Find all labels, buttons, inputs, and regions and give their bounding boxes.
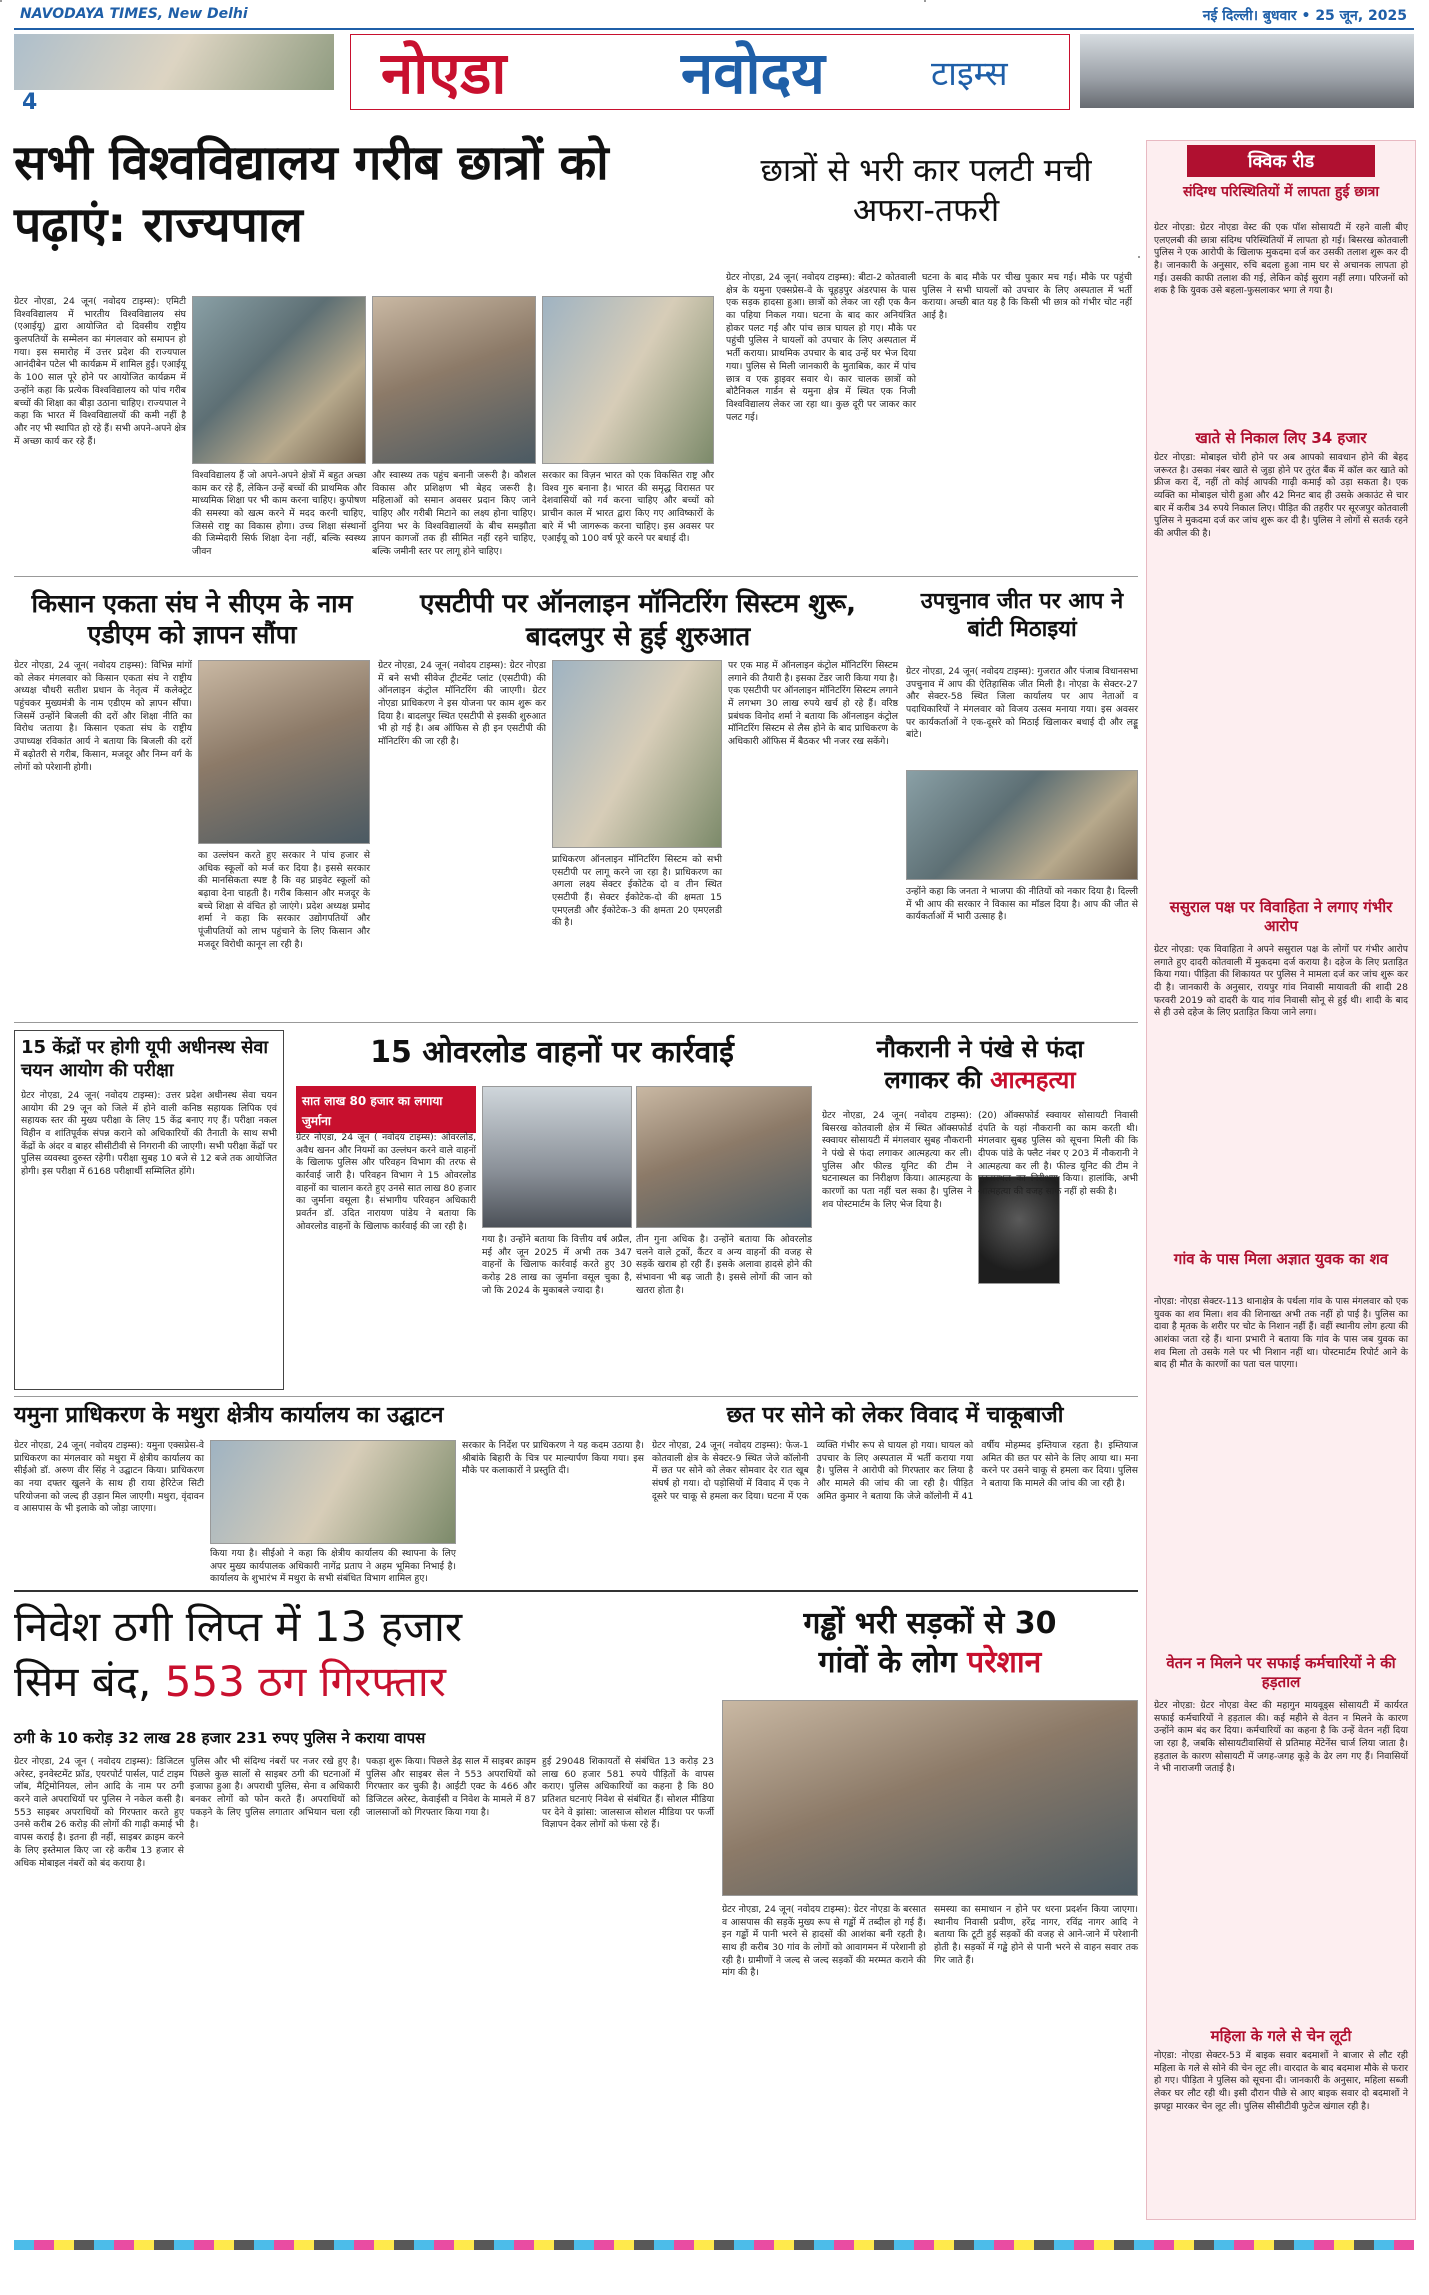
scam-headline-line1: निवेश ठगी लिप्त में 13 हजार bbox=[14, 1602, 463, 1651]
overload-headline: 15 ओवरलोड वाहनों पर कार्रवाई bbox=[370, 1035, 734, 1070]
overload-photo-2 bbox=[636, 1086, 812, 1228]
side-item-6-title: महिला के गले से चेन लूटी bbox=[1210, 2027, 1352, 2045]
car-scene-photo bbox=[0, 0, 2, 2]
yamuna-headline: यमुना प्राधिकरण के मथुरा क्षेत्रीय कार्यालय का उद्घाटन bbox=[14, 1403, 444, 1428]
bypoll-body-col2: उन्होंने कहा कि जनता ने भाजपा की नीतियों को नकार दिया है। दिल्ली में भी आप की सरकार ने विकास का मॉडल दिया है। आप की जीत से कार्यकर्ताओं में भारी उत्साह है। bbox=[906, 886, 1138, 923]
overload-fine-badge bbox=[296, 1086, 476, 1133]
upsssc-body: ग्रेटर नोएडा, 24 जून( नवोदय टाइम्स): उत्तर प्रदेश अधीनस्थ सेवा चयन आयोग की 29 जून को जिले में होने वाली कनिष्ठ सहायक लिपिक एवं सहायक स्तर की मुख्य परीक्षा के लिए 15 केंद्र बनाए गए हैं। परीक्षा नकल विहीन व शांतिपूर्वक संपन्न कराने को अधिकारियों की तैनाती के साथ सभी केंद्रों के अंदर व बाहर सीसीटीवी से निगरानी की जाएगी। सभी परीक्षा केंद्रों पर पुलिस व्यवस्था दुरुस्त रहेगी। परीक्षा सुबह 10 बजे से 12 बजे तक आयोजित होगी। इस परीक्षा में 6168 परीक्षार्थी सम्मिलित होंगे। bbox=[21, 1090, 277, 1178]
side-item-3-body: ग्रेटर नोएडा: एक विवाहिता ने अपने ससुराल पक्ष के लोगों पर गंभीर आरोप लगाते हुए दादरी कोतवाली में मुकदमा दर्ज कराया है। दहेज के लिए प्रताड़ित किया गया। पीड़िता की शिकायत पर पुलिस ने मामला दर्ज कर जांच शुरू कर दी है। जानकारी के अनुसार, रायपुर गांव निवासी मायावती की शादी 28 फरवरी 2019 को दादरी के याद गांव निवासी सोनू से हुई थी। शादी के बाद से ही उसे दहेज के लिए प्रताड़ित किया जाने लगा। bbox=[1154, 944, 1408, 1019]
row4-rule bbox=[14, 1396, 1138, 1397]
masthead-title-box bbox=[350, 34, 1070, 110]
row5-rule bbox=[14, 1590, 1138, 1592]
maid-body-col1: ग्रेटर नोएडा, 24 जून( नवोदय टाइम्स): बिसरख कोतवाली क्षेत्र में स्थित ऑक्सफोर्ड स्क्वायर सोसायटी में मंगलवार सुबह नौकरानी ने पंखे से फंदा लगाकर आत्महत्या कर ली। पुलिस और फील्ड यूनिट की टीम ने घटनास्थल का निरीक्षण किया। आत्महत्या के कारणों का पता नहीं चल सका है। पुलिस ने शव पोस्टमार्टम के लिए भेज दिया है। bbox=[822, 1110, 972, 1210]
side-item-5-title: वेतन न मिलने पर सफाई कर्मचारियों ने की हड़ताल bbox=[1166, 1654, 1396, 1691]
lead-photo-1 bbox=[192, 296, 366, 464]
scam-subhead: ठगी के 10 करोड़ 32 लाख 28 हजार 231 रुपए पुलिस ने कराया वापस bbox=[14, 1729, 426, 1747]
upsssc-box bbox=[14, 1030, 284, 1390]
row2-rule bbox=[14, 576, 1138, 577]
maid-body-col2: (20) ऑक्सफोर्ड स्क्वायर सोसायटी निवासी दंपति के यहां नौकरानी का काम करती थी। मंगलवार सुबह पुलिस को सूचना मिली की कि दीपक पांडे के फ्लैट नंबर ए 203 में नौकरानी ने आत्महत्या कर ली है। फील्ड यूनिट की टीम ने घटनास्थल का निरीक्षण किया। हालांकि, अभी आत्महत्या की वजह साफ नहीं हो सकी है। bbox=[978, 1110, 1138, 1198]
car-body-col2: घटना के बाद मौके पर चीख पुकार मच गई। मौके पर पहुंची पुलिस ने सभी घायलों को उपचार के लिए अस्पताल में भर्ती कराया। अच्छी बात यह है कि किसी भी छात्र को गंभीर चोट नहीं आई है। bbox=[922, 272, 1132, 322]
side-item-4-body: नोएडा: नोएडा सेक्टर-113 थानाक्षेत्र के पर्थला गांव के पास मंगलवार को एक युवक का शव मिला। शव की शिनाख्त अभी तक नहीं हो पाई है। पुलिस का दावा है मृतक के शरीर पर चोट के निशान नहीं हैं। वहीं स्थानीय लोग हत्या की आशंका जता रहे हैं। थाना प्रभारी ने बताया कि गांव के पास जब युवक का शव मिला तो उसके गले पर भी निशान नहीं था। पोस्टमार्टम रिपोर्ट आने के बाद ही मौत के कारणों का पता चल पाएगा। bbox=[1154, 1296, 1408, 1371]
scam-body-col3: पकड़ा शुरू किया। पिछले डेढ़ साल में साइबर क्राइम पुलिस और साइबर सेल ने 553 अपराधियों को गिरफ्तार कर चुकी है। आईटी एक्ट के 466 और डिजिटल अरेस्ट, केवाईसी व निवेश के मामले में 87 जालसाजों को गिरफ्तार किया गया है। bbox=[366, 1756, 536, 1818]
bypoll-headline: उपचुनाव जीत पर आप ने बांटी मिठाइयां bbox=[920, 589, 1124, 642]
title-navoday: नवोदय bbox=[681, 39, 825, 107]
scam-headline-line2a: सिम बंद, bbox=[14, 1656, 152, 1706]
roof-headline: छत पर सोने को लेकर विवाद में चाकूबाजी bbox=[726, 1403, 1064, 1428]
scam-headline bbox=[14, 1600, 714, 1709]
upsssc-headline: 15 केंद्रों पर होगी यूपी अधीनस्थ सेवा चयन आयोग की परीक्षा bbox=[21, 1037, 269, 1081]
potholes-headline bbox=[722, 1604, 1138, 1682]
yamuna-photo bbox=[210, 1440, 456, 1544]
side-item-1-title: संदिग्ध परिस्थितियों में लापता हुई छात्रा bbox=[1183, 184, 1379, 200]
bypoll-photo bbox=[906, 770, 1138, 880]
lead-photo-2 bbox=[372, 296, 536, 464]
potholes-headline-red: परेशान bbox=[967, 1645, 1042, 1680]
title-noida: नोएडा bbox=[381, 39, 507, 107]
lead-body-col2: विश्वविद्यालय हैं जो अपने-अपने क्षेत्रों में बहुत अच्छा काम कर रहे हैं, लेकिन उन्हें बच्चों की प्राथमिक और माध्यमिक शिक्षा पर भी काम करना चाहिए। कुपोषण की समस्या को खत्म करने में मदद करनी चाहिए, जिससे राष्ट्र का विकास होगा। उच्च शिक्षा संस्थानों की जिम्मेदारी सिर्फ शिक्षा देना नहीं, बल्कि स्वस्थ्य जीवन bbox=[192, 470, 366, 558]
yamuna-body-col3: सरकार के निर्देश पर प्राधिकरण ने यह कदम उठाया है। श्रीबांके बिहारी के चित्र पर माल्यार्पण किया गया। इस मौके पर कलाकारों ने प्रस्तुति दी। bbox=[462, 1440, 644, 1477]
maid-headline-red: आत्महत्या bbox=[990, 1066, 1076, 1095]
lead-body-col4: सरकार का विज़न भारत को एक विकसित राष्ट्र और विश्व गुरु बनाना है। भारत की समृद्ध विरासत पर देशवासियों को गर्व करना चाहिए और बच्चों को प्राचीन काल में भारत द्वारा किए गए आविष्कारों के बारे में भी जागरूक करना चाहिए। इस अवसर पर एआईयू को 100 वर्ष पूरे करने पर बधाई दी। bbox=[542, 470, 714, 545]
maid-headline-line1: नौकरानी ने पंखे से फंदा bbox=[876, 1035, 1084, 1063]
overload-body-col3: तीन गुना अधिक है। उन्होंने बताया कि ओवरलोड चलने वाले ट्रकों, कैंटर व अन्य वाहनों की वजह से सड़कें खराब हो रही हैं। इसके अलावा हादसे होने की संभावना भी बढ़ जाती है। इससे लोगों की जान को खतरा होता है। bbox=[636, 1234, 812, 1296]
fine-badge-text: सात लाख 80 हजार का लगाया जुर्माना bbox=[302, 1094, 443, 1128]
masthead bbox=[0, 0, 1429, 118]
overload-body-col1: ग्रेटर नोएडा, 24 जून ( नवोदय टाइम्स): ओवरलोड, अवैध खनन और नियमों का उल्लंघन करने वाले वाहनों के खिलाफ पुलिस और परिवहन विभाग की तरफ से कार्रवाई जारी है। परिवहन विभाग ने 15 ओवरलोड वाहनों का चालान करते हुए उनसे सात लाख 80 हजार का जुर्माना वसूला है। संभागीय परिवहन अधिकारी प्रवर्तन डॉ. उदित नारायण पांडेय ने बताया कि ओवरलोड वाहनों के खिलाफ कार्रवाई की जा रही है। bbox=[296, 1132, 476, 1232]
side-item-5-body: ग्रेटर नोएडा: ग्रेटर नोएडा वेस्ट की महागुन मायवूड्स सोसायटी में कार्यरत सफाई कर्मचारियों ने हड़ताल की। कई महीने से वेतन न मिलने के कारण उन्होंने काम बंद कर दिया। कर्मचारियों का कहना है कि उन्हें वेतन नहीं दिया जा रहा है, जबकि सोसायटीवासियों से प्रतिमाह मेंटेनेंस चार्ज लिया जाता है। हड़ताल के कारण सोसायटी में जगह-जगह कूड़े के ढेर लग गए हैं। निवासियों ने भी नाराजगी जताई है। bbox=[1154, 1700, 1408, 1775]
masthead-top-rule bbox=[14, 28, 1414, 30]
maid-headline bbox=[822, 1034, 1138, 1096]
maid-headline-line2: लगाकर की bbox=[884, 1066, 982, 1095]
bypoll-body-col1: ग्रेटर नोएडा, 24 जून( नवोदय टाइम्स): गुजरात और पंजाब विधानसभा उपचुनाव में आप की ऐतिहासिक जीत मिली है। नोएडा के सेक्टर-27 और सेक्टर-58 स्थित जिला कार्यालय पर आप नेताओं व पदाधिकारियों ने मंगलवार को विजय उत्सव मनाया गया। इस अवसर पर कार्यकर्ताओं ने एक-दूसरे को मिठाई खिलाकर बधाई दी और लड्डू बांटे। bbox=[906, 666, 1138, 741]
farmers-body-col2: का उल्लंघन करते हुए सरकार ने पांच हजार से अधिक स्कूलों को मर्ज कर दिया है। इससे सरकार की मानसिकता स्पष्ट है कि वह प्राइवेट स्कूलों को बढ़ावा देना चाहती है। गरीब किसान और मजदूर के बच्चे शिक्षा से वंचित हो जाएंगे। प्रदेश अध्यक्ष प्रमोद शर्मा ने कहा कि सरकार उद्योगपतियों और पूंजीपतियों को लाभ पहुंचाने के लिए किसान और मजदूर विरोधी कानून ला रही है। bbox=[198, 850, 370, 950]
potholes-body-col2: समस्या का समाधान न होने पर धरना प्रदर्शन किया जाएगा। स्थानीय निवासी प्रवीण, हरेंद्र नागर, रविंद्र नागर आदि ने बताया कि टूटी हुई सड़कों की वजह से आने-जाने में परेशानी होती है। सड़कों में गड्ढे होने से पानी भरने से वाहन सवार तक गिर जाते हैं। bbox=[934, 1904, 1138, 1966]
side-item-3-title: ससुराल पक्ष पर विवाहिता ने लगाए गंभीर आरोप bbox=[1169, 898, 1393, 935]
quick-read-header: क्विक रीड bbox=[1187, 145, 1375, 177]
scam-body-col1: ग्रेटर नोएडा, 24 जून ( नवोदय टाइम्स): डिजिटल अरेस्ट, इनवेस्टमेंट फ्रॉड, एयरपोर्ट पार्सल, पार्ट टाइम जॉब, मैट्रिमोनियल, लोन आदि के नाम पर ठगी करने वाले अपराधियों पर पुलिस ने नकेल कसी है। 553 साइबर अपराधियों को गिरफ्तार करते हुए उनसे करीब 26 करोड़ की लोगों की गाढ़ी कमाई भी वापस कराई है। इतना ही नहीं, साइबर क्राइम करने के लिए इस्तेमाल किए जा रहे करीब 13 हजार से अधिक मोबाइल नंबरों को बंद कराया है। bbox=[14, 1756, 184, 1869]
date-label: नई दिल्ली। बुधवार • 25 जून, 2025 bbox=[1202, 8, 1407, 24]
car-headline: छात्रों से भरी कार पलटी मची अफरा-तफरी bbox=[760, 151, 1092, 229]
side-item-1-body: ग्रेटर नोएडा: ग्रेटर नोएडा वेस्ट की एक पॉश सोसायटी में रहने वाली बीए एलएलबी की छात्रा संदिग्ध परिस्थितियों में लापता हो गई। बिसरख कोतवाली पुलिस ने एक आरोपी के खिलाफ मुकदमा दर्ज कर उसकी तलाश शुरू कर दी है। जानकारी के अनुसार, रुचि बदला हुआ नाम घर से अचानक लापता हो गई। उसकी काफी तलाश की गई, लेकिन कोई सुराग नहीं लगा। परिजनों को शक है कि युवक उसे बहला-फुसलाकर भगा ले गया है। bbox=[1154, 222, 1408, 297]
yamuna-body-col1: ग्रेटर नोएडा, 24 जून( नवोदय टाइम्स): यमुना एक्सप्रेस-वे प्राधिकरण का मंगलवार को मथुरा में क्षेत्रीय कार्यालय का सीईओ डॉ. अरुण वीर सिंह ने उद्घाटन किया। प्राधिकरण का नया दफ्तर खुलने के साथ ही राया हेरिटेज सिटी परियोजना को जल्द ही उड़ान मिल जाएगी। मथुरा, वृंदावन व आसपास के भी इलाके को जोड़ा जाएगा। bbox=[14, 1440, 204, 1515]
scam-headline-line2b: 553 ठग गिरफ्तार bbox=[164, 1656, 446, 1706]
potholes-headline-line1: गड्ढों भरी सड़कों से 30 bbox=[803, 1606, 1057, 1641]
monitoring-body-col1: ग्रेटर नोएडा, 24 जून( नवोदय टाइम्स): ग्रेटर नोएडा में बने सभी सीवेज ट्रीटमेंट प्लांट (एसटीपी) की ऑनलाइन कंट्रोल मॉनिटरिंग की जाएगी। ग्रेटर नोएडा प्राधिकरण ने इस योजना पर काम शुरू कर दिया है। बादलपुर स्थित एसटीपी से इसकी शुरुआत भी हो गई है। अब ऑफिस से ही इन एसटीपी की मॉनिटरिंग की जा रही है। bbox=[378, 660, 546, 748]
side-item-2-title: खाते से निकाल लिए 34 हजार bbox=[1195, 429, 1367, 447]
side-item-6-body: नोएडा: नोएडा सेक्टर-53 में बाइक सवार बदमाशों ने बाजार से लौट रही महिला के गले से सोने की चेन लूट ली। वारदात के बाद बदमाश मौके से फरार हो गए। पीड़िता ने पुलिस को सूचना दी। जानकारी के अनुसार, महिला सब्जी लेकर घर लौट रही थी। इसी दौरान पीछे से आए बाइक सवार दो बदमाशों ने झपट्टा मारकर चेन लूट ली। पुलिस सीसीटीवी फुटेज खंगाल रही है। bbox=[1154, 2050, 1408, 2112]
title-times: टाइम्स bbox=[931, 54, 1008, 94]
roof-body: ग्रेटर नोएडा, 24 जून( नवोदय टाइम्स): फेज-1 कोतवाली क्षेत्र के सेक्टर-9 स्थित जेजे कॉलोनी में छत पर सोने को लेकर सोमवार देर रात खूब संघर्ष हो गया। दो पड़ोसियों में विवाद में एक ने दूसरे पर चाकू से हमला कर दिया। घटना में एक व्यक्ति गंभीर रूप से घायल हो गया। घायल को उपचार के लिए अस्पताल में भर्ती कराया गया है। पुलिस ने आरोपी को गिरफ्तार कर लिया है और मामले की जांच की जा रही है। पीड़ित अमित कुमार ने बताया कि जेजे कॉलोनी में 41 वर्षीय मोहम्मद इम्तियाज रहता है। इम्तियाज अमित की छत पर सोने के लिए आया था। मना करने पर उसने चाकू से हमला कर दिया। पुलिस ने बताया कि मामले की जांच की जा रही है। bbox=[652, 1440, 1138, 1502]
edition-label: NAVODAYA TIMES, New Delhi bbox=[20, 6, 248, 22]
monitoring-body-col2: प्राधिकरण ऑनलाइन मॉनिटरिंग सिस्टम को सभी एसटीपी पर लागू करने जा रहा है। प्राधिकरण का अगला लक्ष्य सेक्टर ईकोटेक दो व तीन स्थित एसटीपी हैं। सेक्टर ईकोटेक-दो की क्षमता 15 एमएलडी और ईकोटेक-3 की क्षमता 20 एमएलडी की है। bbox=[552, 854, 722, 929]
color-registration-bar bbox=[14, 2240, 1414, 2250]
lead-body-col1: ग्रेटर नोएडा, 24 जून( नवोदय टाइम्स): एमिटी विश्वविद्यालय में भारतीय विश्वविद्यालय संघ (एआईयू) द्वारा आयोजित दो दिवसीय राष्ट्रीय कुलपतियों के सम्मेलन का मंगलवार को समापन हो गया। इस समारोह में उत्तर प्रदेश की राज्यपाल आनंदीबेन पटेल भी कार्यक्रम में शामिल हुईं। एआईयू के 100 साल पूरे होने पर आयोजित कार्यक्रम में उन्होंने कहा कि प्रत्येक विश्वविद्यालय को पांच गरीब बच्चों की शिक्षा का बीड़ा उठाना चाहिए। राज्यपाल ने कहा कि भारत में विश्वविद्यालयों की कमी नहीं है और नए भी स्थापित हो रहे हैं। सभी अपने-अपने क्षेत्र में अच्छा कार्य कर रहे हैं। bbox=[14, 296, 186, 447]
potholes-headline-line2: गांवों के लोग bbox=[818, 1645, 957, 1680]
scam-body-col2: पुलिस और भी संदिग्ध नंबरों पर नजर रखे हुए है। पिछले कुछ सालों से साइबर ठगी की घटनाओं में इजाफा हुआ है। अपराधी पुलिस, सेना व अधिकारी बनकर लोगों को फोन करते हैं। अपराधियों को पकड़ने के लिए पुलिस लगातार अभियान चला रही है। bbox=[190, 1756, 360, 1831]
car-body-col1: ग्रेटर नोएडा, 24 जून( नवोदय टाइम्स): बीटा-2 कोतवाली क्षेत्र के यमुना एक्सप्रेस-वे के चूहड़पुर अंडरपास के पास एक सड़क हादसा हुआ। छात्रों को लेकर जा रही एक कैन का पहिया निकल गया। घटना के बाद कार अनियंत्रित होकर पलट गई और पांच छात्र घायल हो गए। मौके पर पहुंची पुलिस ने घायलों को उपचार के लिए अस्पताल में भर्ती कराया। प्राथमिक उपचार के बाद उन्हें घर भेज दिया गया। पुलिस से मिली जानकारी के मुताबिक, कार में पांच छात्र व एक ड्राइवर सवार थे। कार चालक छात्रों को बोटैनिकल गार्डन से यमुना क्षेत्र में स्थित एक निजी विश्वविद्यालय लेकर जा रहा था। कुछ दूरी पर जाकर कार पलट गई। bbox=[726, 272, 916, 423]
masthead-skyline-right bbox=[1080, 34, 1414, 108]
farmers-headline: किसान एकता संघ ने सीएम के नाम एडीएम को ज्ञापन सौंपा bbox=[31, 589, 353, 650]
overload-photo-1 bbox=[482, 1086, 632, 1228]
side-item-4-title: गांव के पास मिला अज्ञात युवक का शव bbox=[1173, 1250, 1389, 1268]
side-item-2-body: ग्रेटर नोएडा: मोबाइल चोरी होने पर अब आपको सावधान होने की बेहद जरूरत है। उसका नंबर खाते से जुड़ा होने पर तुरंत बैंक में कॉल कर खाते को फ्रीज करा दें, नहीं तो कोई आपकी गाढ़ी कमाई को उड़ा सकता है। एक व्यक्ति का मोबाइल चोरी हुआ और 42 मिनट बाद ही उसके अकाउंट से चार बार में करीब 34 रुपये निकाल लिए। पीड़ित की तहरीर पर सूरजपुर कोतवाली पुलिस ने मुकदमा दर्ज कर जांच शुरू कर दी है। पुलिस ने लोगों से सतर्क रहने की अपील की है। bbox=[1154, 452, 1408, 540]
lead-headline: सभी विश्वविद्यालय गरीब छात्रों को पढ़ाएं: राज्यपाल bbox=[14, 135, 609, 254]
row3-rule bbox=[14, 1022, 1138, 1023]
farmers-photo bbox=[198, 660, 370, 844]
farmers-body-col1: ग्रेटर नोएडा, 24 जून( नवोदय टाइम्स): विभिन्न मांगों को लेकर मंगलवार को किसान एकता संघ ने राष्ट्रीय अध्यक्ष चौधरी सतीश प्रधान के नेतृत्व में कलेक्ट्रेट पहुंचकर मुख्यमंत्री के नाम एडीएम को ज्ञापन सौंपा। जिसमें उन्होंने बिजली की दरों और शिक्षा नीति का विरोध जताया है। किसान एकता संघ के राष्ट्रीय उपाध्यक्ष रविकांत आर्य ने बताया कि बिजली की दरों में बढ़ोतरी से गरीब, किसान, मजदूर और निम्न वर्ग के लोगों को परेशानी होगी। bbox=[14, 660, 192, 773]
monitoring-headline: एसटीपी पर ऑनलाइन मॉनिटरिंग सिस्टम शुरू, बादलपुर से हुई शुरुआत bbox=[420, 589, 856, 652]
overload-body-col2: गया है। उन्होंने बताया कि वित्तीय वर्ष अप्रैल, मई और जून 2025 में अभी तक 347 वाहनों के खिलाफ कार्रवाई करते हुए 30 करोड़ 28 लाख का जुर्माना वसूल चुका है, जो कि 2024 के मुकाबले ज्यादा है। bbox=[482, 1234, 632, 1296]
scam-body-col4: हुई 29048 शिकायतों से संबंधित 13 करोड़ 23 लाख 60 हजार 581 रुपये पीड़ितों के वापस कराए। पुलिस अधिकारियों का कहना है कि 80 प्रतिशत घटनाएं निवेश से संबंधित हैं। सोशल मीडिया पर देने वे झांसा: जालसाज सोशल मीडिया पर फर्जी विज्ञापन देकर लोगों को फंसा रहे हैं। bbox=[542, 1756, 714, 1831]
potholes-photo bbox=[722, 1700, 1138, 1896]
lead-body-col3: और स्वास्थ्य तक पहुंच बनानी जरूरी है। कौशल विकास और प्रशिक्षण भी बेहद जरूरी है। महिलाओं को समान अवसर प्रदान किए जाने चाहिए और गरीबी मिटाने का लक्ष्य होना चाहिए। दुनिया भर के विश्वविद्यालयों के बीच समझौता ज्ञापन कागजों तक ही सीमित नहीं रहने चाहिए, बल्कि जमीनी स्तर पर लागू होने चाहिए। bbox=[372, 470, 536, 558]
masthead-skyline-left bbox=[14, 34, 334, 90]
page-number: 4 bbox=[22, 90, 38, 115]
yamuna-body-col2: किया गया है। सीईओ ने कहा कि क्षेत्रीय कार्यालय की स्थापना के लिए अपर मुख्य कार्यपालक अधिकारी नागेंद्र प्रताप ने अहम भूमिका निभाई है। कार्यालय के शुभारंभ में मथुरा के सभी संबंधित विभाग शामिल हुए। bbox=[210, 1548, 456, 1585]
monitoring-photo bbox=[552, 660, 722, 848]
car-accident-photo bbox=[1138, 256, 1140, 258]
overturned-car-photo bbox=[924, 0, 926, 2]
potholes-body-col1: ग्रेटर नोएडा, 24 जून( नवोदय टाइम्स): ग्रेटर नोएडा के बरसात व आसपास की सड़कें मुख्य रूप से गड्ढों में तब्दील हो गई हैं। इन गड्ढों में पानी भरने से हादसों की आशंका बनी रहती है। साथ ही करीब 30 गांव के लोगों को आवागमन में परेशानी हो रही है। ग्रामीणों ने जल्द से जल्द सड़कों की मरम्मत कराने की मांग की है। bbox=[722, 1904, 926, 1979]
monitoring-body-col3: पर एक माह में ऑनलाइन कंट्रोल मॉनिटरिंग सिस्टम लगाने की तैयारी है। इसका टेंडर जारी किया गया है। एक एसटीपी पर ऑनलाइन मॉनिटरिंग सिस्टम लगाने में लगभग 30 लाख रुपये खर्च हो रहे हैं। वरिष्ठ प्रबंधक विनोद शर्मा ने बताया कि ऑनलाइन कंट्रोल मॉनिटरिंग सिस्टम से लैस होने के बाद प्राधिकरण के अधिकारी ऑफिस में बैठकर भी नजर रख सकेंगे। bbox=[728, 660, 898, 748]
lead-photo-3 bbox=[542, 296, 714, 464]
